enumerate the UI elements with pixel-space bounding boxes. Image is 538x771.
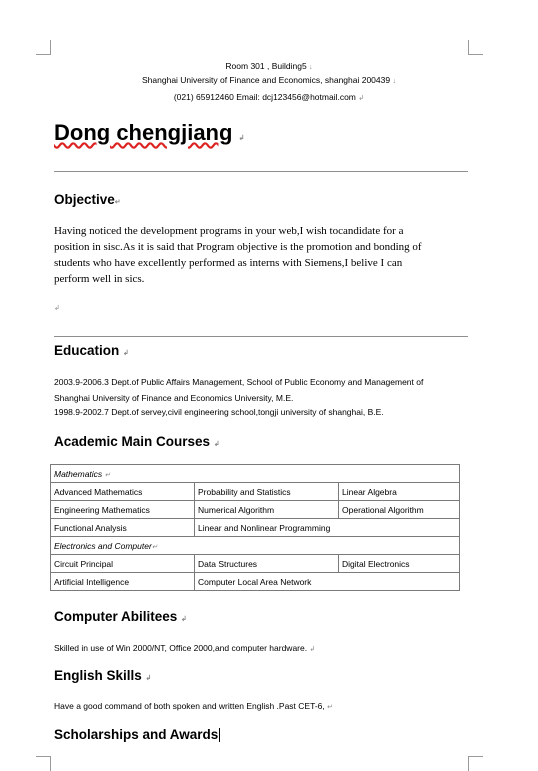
- contact-line: (021) 65912460 Email: dcj123456@hotmail.com ↲: [173, 92, 365, 102]
- page-corner-mark-top-right: [468, 40, 483, 55]
- table-cell: Circuit Principal: [51, 555, 195, 573]
- awards-heading[interactable]: Scholarships and Awards: [54, 727, 219, 742]
- objective-line-3: students who have excellently performed as interns with Siemens,I belive I can: [54, 257, 403, 269]
- courses-heading: Academic Main Courses ↲: [54, 434, 220, 449]
- page-corner-mark-bottom-right: [468, 756, 483, 771]
- table-cell: Operational Algorithm: [339, 501, 460, 519]
- table-cell: Numerical Algorithm: [195, 501, 339, 519]
- table-row: [51, 501, 460, 519]
- divider: [54, 171, 468, 172]
- table-cell: Functional Analysis: [51, 519, 195, 537]
- courses-table: [50, 464, 460, 591]
- table-row: [51, 465, 460, 483]
- table-row: [51, 519, 460, 537]
- objective-line-1: Having noticed the development programs in your web,I wish tocandidate for a: [54, 225, 404, 237]
- english-heading: English Skills ↲: [54, 668, 152, 683]
- table-cell: Computer Local Area Network: [195, 573, 460, 591]
- table-row: [51, 555, 460, 573]
- resume-name: Dong chengjiang ↲: [54, 120, 245, 145]
- empty-paragraph-mark: ↲: [54, 305, 60, 312]
- education-line-1: 2003.9-2006.3 Dept.of Public Affairs Management, School of Public Economy and Management of: [54, 377, 424, 387]
- table-cell: Probability and Statistics: [195, 483, 339, 501]
- table-cell: Artificial Intelligence: [51, 573, 195, 591]
- education-line-3: 1998.9-2002.7 Dept.of servey,civil engineering school,tongji university of shanghai, B.E.: [54, 407, 384, 417]
- table-cell: Advanced Mathematics: [51, 483, 195, 501]
- objective-line-4: perform well in sics.: [54, 273, 145, 285]
- objective-heading: Objective↵: [54, 192, 121, 207]
- text-cursor: [219, 728, 220, 742]
- table-row: [51, 483, 460, 501]
- page-corner-mark-top-left: [36, 40, 51, 55]
- computer-text: Skilled in use of Win 2000/NT, Office 2000,and computer hardware. ↲: [54, 643, 316, 653]
- education-line-2: Shanghai University of Finance and Economics University, M.E.: [54, 393, 294, 403]
- computer-heading: Computer Abilitees ↲: [54, 609, 187, 624]
- table-cell: Electronics and Computer↵: [51, 537, 460, 555]
- table-row: [51, 573, 460, 591]
- table-cell: Digital Electronics: [339, 555, 460, 573]
- table-cell: Engineering Mathematics: [51, 501, 195, 519]
- table-cell: Linear Algebra: [339, 483, 460, 501]
- education-heading: Education ↲: [54, 343, 129, 358]
- english-text: Have a good command of both spoken and written English .Past CET-6, ↵: [54, 701, 333, 711]
- divider: [54, 336, 468, 337]
- table-cell: Data Structures: [195, 555, 339, 573]
- address-line-2: Shanghai University of Finance and Economics, shanghai 200439 ↓: [142, 75, 396, 85]
- objective-line-2: position in sisc.As it is said that Program objective is the promotion and bonding of: [54, 241, 422, 253]
- table-cell: Linear and Nonlinear Programming: [195, 519, 460, 537]
- page-corner-mark-bottom-left: [36, 756, 51, 771]
- table-row: [51, 537, 460, 555]
- address-line-1: Room 301 , Building5 ↓: [225, 61, 313, 71]
- table-cell: Mathematics ↵: [51, 465, 460, 483]
